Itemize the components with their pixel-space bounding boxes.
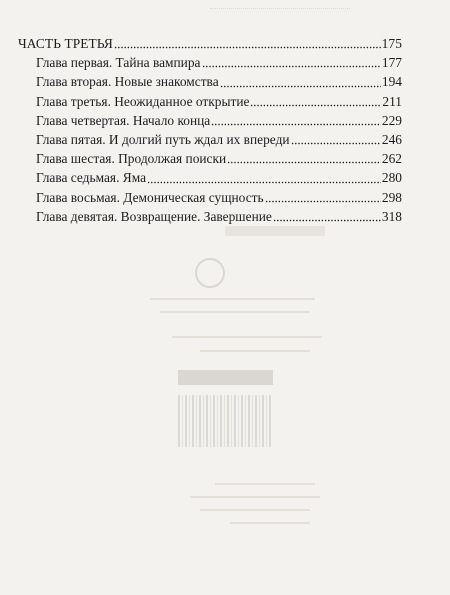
- toc-leader-dots: [147, 172, 381, 184]
- show-through-barcode-icon: [178, 395, 273, 447]
- toc-page-number: 177: [381, 55, 402, 71]
- toc-chapter-entry: [18, 188, 402, 207]
- show-through-line: [160, 311, 310, 313]
- show-through-line: [200, 350, 310, 352]
- toc-chapter-title: Глава третья. Неожиданное открытие: [36, 93, 250, 109]
- show-through-logo: [178, 370, 273, 385]
- toc-chapter-entry: [18, 168, 402, 187]
- toc-chapter-title: Глава вторая. Новые знакомства: [36, 74, 219, 90]
- toc-chapter-title: Глава восьмая. Демоническая сущность: [36, 189, 264, 205]
- toc-chapter-entry: [18, 111, 402, 130]
- toc-page-number: 298: [381, 189, 402, 205]
- toc-page-number: 280: [381, 170, 402, 186]
- show-through-line: [172, 336, 322, 338]
- toc-leader-dots: [202, 56, 381, 68]
- show-through-line: [230, 522, 310, 524]
- show-through-rule: [210, 8, 350, 15]
- toc-page-number: 246: [381, 131, 402, 147]
- show-through-age-mark-icon: [195, 258, 225, 288]
- toc-chapter-title: Глава девятая. Возвращение. Завершение: [36, 208, 272, 224]
- toc-chapter-entry: [18, 207, 402, 226]
- show-through-line: [215, 483, 315, 485]
- toc-leader-dots: [114, 37, 381, 49]
- toc-page-number: 229: [381, 112, 402, 128]
- toc-chapter-entry: [18, 130, 402, 149]
- show-through-line: [150, 298, 315, 300]
- show-through-line: [200, 509, 310, 511]
- toc-part-entry: [18, 34, 402, 53]
- toc-page-number: 194: [381, 74, 402, 90]
- toc-page-number: 211: [382, 93, 402, 109]
- toc-chapter-title: Глава шестая. Продолжая поиски: [36, 151, 227, 167]
- show-through-band: [225, 226, 325, 236]
- toc-chapter-entry: [18, 149, 402, 168]
- toc-chapter-entry: [18, 92, 402, 111]
- toc-part-title: ЧАСТЬ ТРЕТЬЯ: [18, 36, 113, 51]
- toc-leader-dots: [291, 133, 381, 145]
- show-through-line: [190, 496, 320, 498]
- toc-chapter-title: Глава четвертая. Начало конца: [36, 112, 211, 128]
- toc-chapter-title: Глава первая. Тайна вампира: [36, 55, 201, 71]
- toc-chapter-entry: [18, 53, 402, 72]
- toc-leader-dots: [220, 76, 381, 88]
- toc-leader-dots: [227, 152, 381, 164]
- toc-chapter-entry: [18, 72, 402, 91]
- toc-page-number: 262: [381, 151, 402, 167]
- toc-leader-dots: [265, 191, 381, 203]
- toc-chapter-title: Глава пятая. И долгий путь ждал их впереди: [36, 131, 290, 147]
- table-of-contents: [18, 34, 402, 226]
- toc-page-number: 175: [381, 36, 402, 51]
- toc-chapter-title: Глава седьмая. Яма: [36, 170, 147, 186]
- toc-leader-dots: [250, 95, 381, 107]
- toc-leader-dots: [273, 210, 381, 222]
- toc-leader-dots: [211, 114, 381, 126]
- toc-page-number: 318: [381, 208, 402, 224]
